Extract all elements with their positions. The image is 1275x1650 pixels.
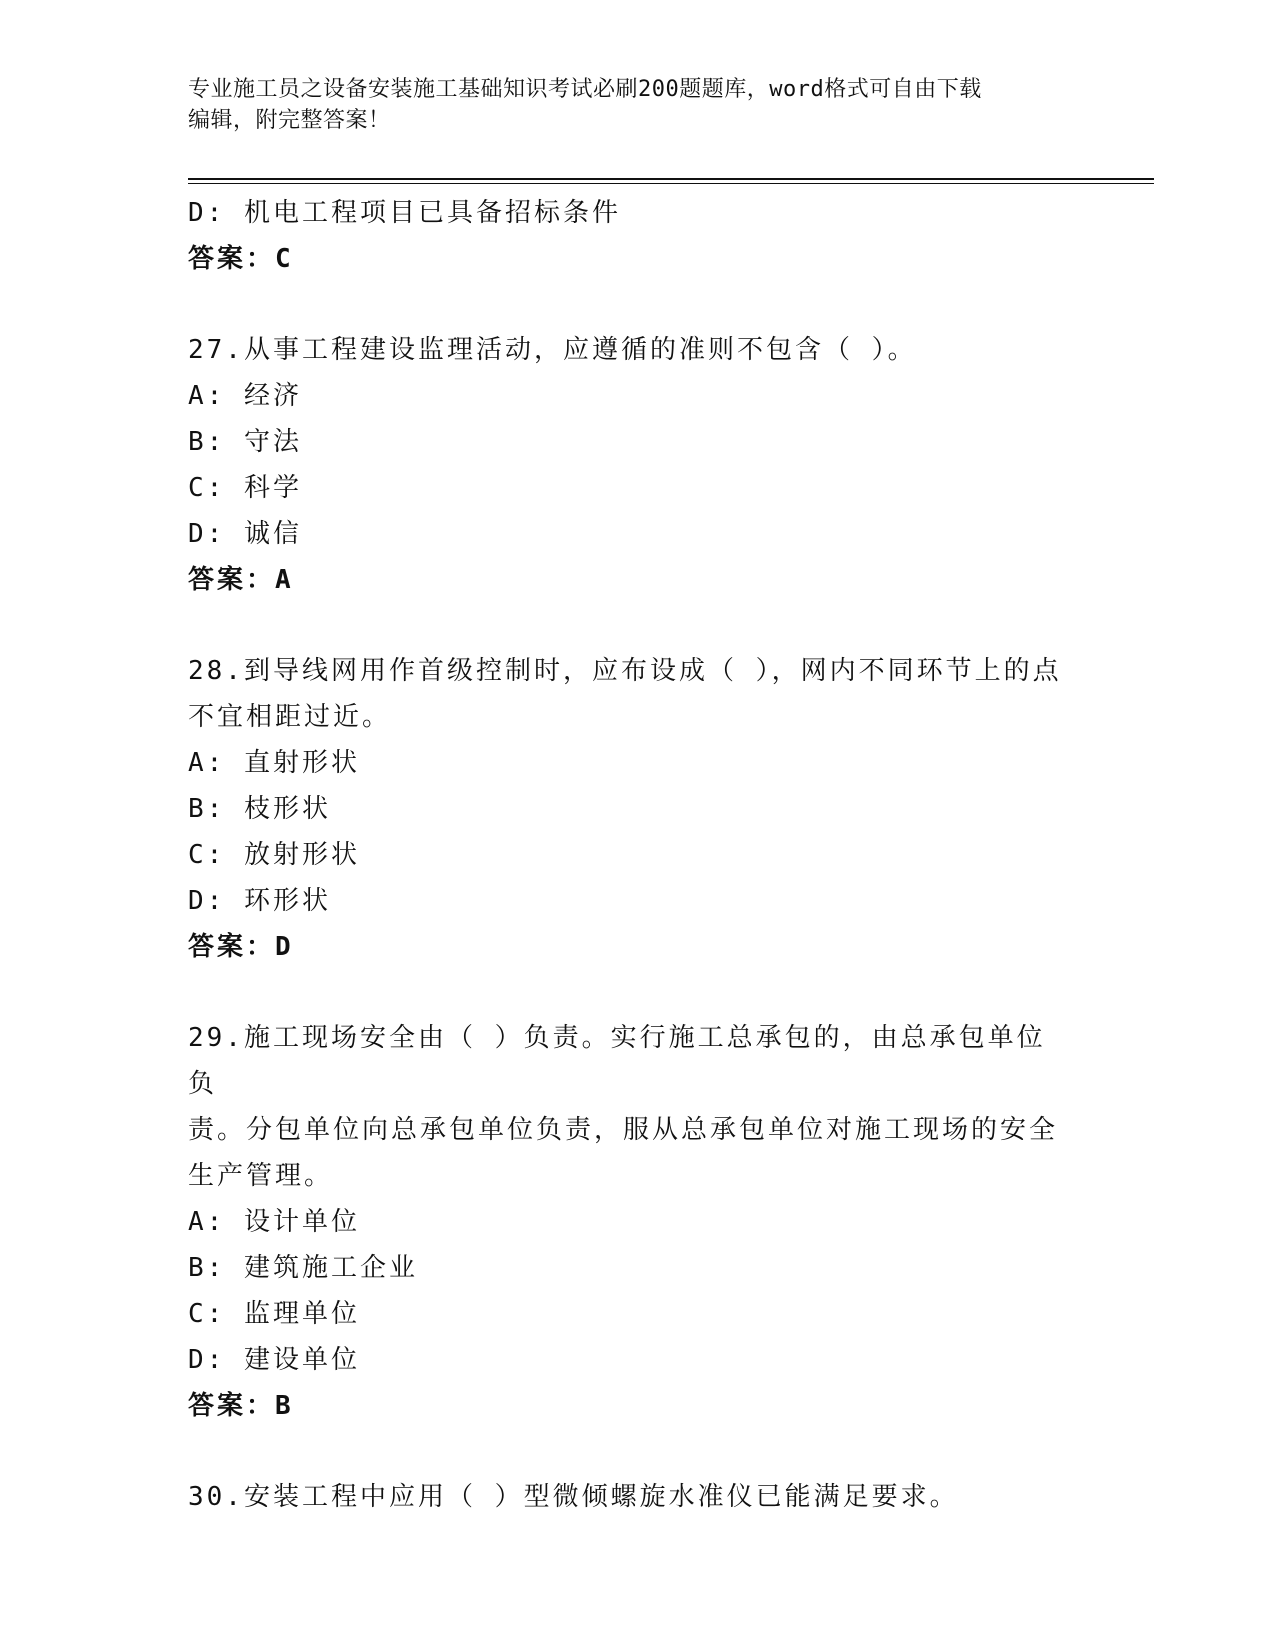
option-c: C: 监理单位 xyxy=(188,1299,360,1329)
option-b: B: 枝形状 xyxy=(188,794,331,824)
option-d: D: 环形状 xyxy=(188,886,331,916)
answer-label: 答案：B xyxy=(188,1391,294,1421)
question-30 xyxy=(188,1474,1068,1520)
question-list xyxy=(188,190,1068,1520)
answer-label: 答案：D xyxy=(188,932,294,962)
option-a: A: 设计单位 xyxy=(188,1207,360,1237)
answer-label: 答案：C xyxy=(188,244,294,274)
question-stem: 30.安装工程中应用（ ）型微倾螺旋水准仪已能满足要求。 xyxy=(188,1482,959,1512)
document-header xyxy=(188,74,1068,136)
header-divider-thin xyxy=(188,183,1154,184)
option-a: A: 直射形状 xyxy=(188,748,360,778)
question-stem: 27.从事工程建设监理活动，应遵循的准则不包含（ ）。 xyxy=(188,335,917,365)
header-divider-thick xyxy=(188,178,1154,180)
header-title-line-2: 编辑，附完整答案！ xyxy=(188,108,391,133)
option-b: B: 守法 xyxy=(188,427,302,457)
option-d: D: 建设单位 xyxy=(188,1345,360,1375)
option-d: D: 诚信 xyxy=(188,519,302,549)
question-28 xyxy=(188,648,1068,970)
header-title-line-1: 专业施工员之设备安装施工基础知识考试必刷200题题库，word格式可自由下载 xyxy=(188,77,982,102)
option-c: C: 科学 xyxy=(188,473,302,503)
option-a: A: 经济 xyxy=(188,381,302,411)
question-stem-line-2: 责。分包单位向总承包单位负责，服从总承包单位对施工现场的安全 xyxy=(188,1115,1059,1145)
question-27 xyxy=(188,327,1068,603)
option-d: D: 机电工程项目已具备招标条件 xyxy=(188,198,621,228)
question-stem-line-1: 28.到导线网用作首级控制时，应布设成（ ），网内不同环节上的点 xyxy=(188,656,1062,686)
question-stem-line-3: 生产管理。 xyxy=(188,1161,334,1191)
answer-label: 答案：A xyxy=(188,565,294,595)
question-stem-line-1: 29.施工现场安全由（ ）负责。实行施工总承包的，由总承包单位负 xyxy=(188,1023,1046,1099)
question-26-tail xyxy=(188,190,1068,282)
question-stem-line-2: 不宜相距过近。 xyxy=(188,702,392,732)
option-c: C: 放射形状 xyxy=(188,840,360,870)
question-29 xyxy=(188,1015,1068,1429)
option-b: B: 建筑施工企业 xyxy=(188,1253,418,1283)
